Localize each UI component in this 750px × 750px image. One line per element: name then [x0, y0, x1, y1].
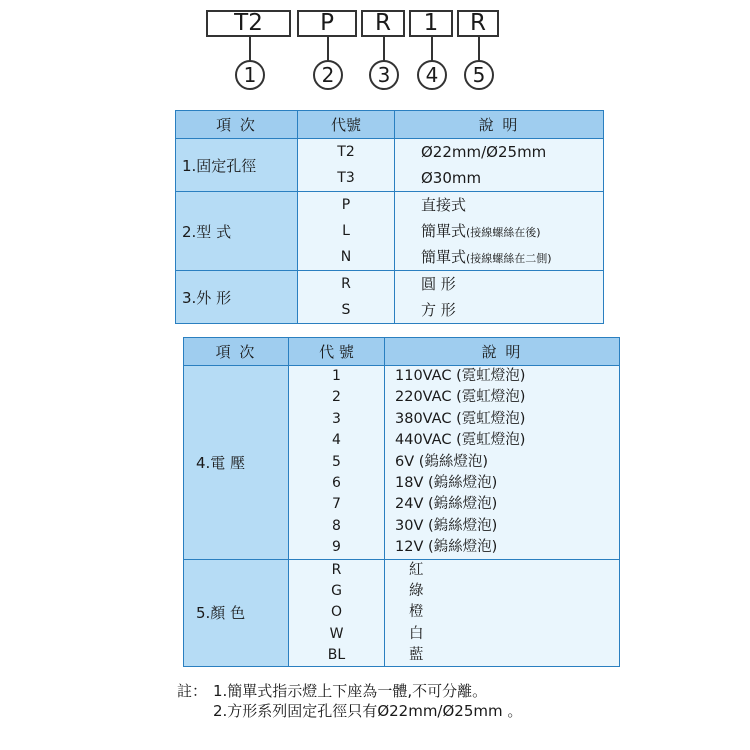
- row-item-label: 2.型 式: [176, 192, 298, 271]
- desc-value: 藍: [409, 647, 424, 664]
- circled-number-5: 5: [464, 60, 494, 90]
- table-header-row: [176, 111, 604, 139]
- table-row: [176, 139, 604, 192]
- connector-line-2: [327, 37, 329, 61]
- code-value: L: [342, 223, 350, 239]
- circled-number-1: 1: [235, 60, 265, 90]
- code-value: BL: [327, 647, 346, 664]
- desc-value: 紅: [409, 561, 424, 578]
- row-item-label: 5.顏 色: [184, 559, 289, 667]
- header-code: 代 號: [289, 338, 385, 366]
- code-value: N: [340, 249, 352, 265]
- code-value: R: [341, 276, 351, 292]
- circled-number-4: 4: [417, 60, 447, 90]
- desc-value: 方 形: [421, 301, 456, 319]
- desc-value: Ø22mm/Ø25mm: [421, 143, 547, 161]
- code-box-2: P: [297, 10, 357, 37]
- connector-line-4: [431, 37, 433, 61]
- desc-value: 110VAC (霓虹燈泡): [395, 368, 526, 384]
- desc-value: 440VAC (霓虹燈泡): [395, 432, 526, 449]
- code-value: T3: [337, 170, 355, 186]
- code-box-5: R: [457, 10, 499, 37]
- row-descs: [395, 271, 604, 324]
- desc-value: 380VAC (霓虹燈泡): [395, 410, 526, 427]
- desc-value: 6V (鎢絲燈泡): [395, 453, 489, 470]
- row-item-label: 3.外 形: [176, 271, 298, 324]
- code-value: 9: [332, 539, 341, 556]
- spec-table-2: [183, 337, 620, 667]
- connector-line-3: [383, 37, 385, 61]
- row-descs: [385, 559, 620, 667]
- code-value: 3: [332, 410, 341, 427]
- code-value: 7: [332, 496, 341, 513]
- header-item: 項 次: [184, 338, 289, 366]
- notes-prefix: 註：: [177, 682, 208, 700]
- spec-table-1: [175, 110, 604, 324]
- header-desc: 說 明: [385, 338, 620, 366]
- code-value: W: [329, 625, 344, 642]
- row-codes: [289, 366, 385, 560]
- code-value: R: [331, 561, 342, 578]
- note-line-2: 2.方形系列固定孔徑只有Ø22mm/Ø25mm 。: [213, 702, 523, 720]
- desc-value: 30V (鎢絲燈泡): [395, 517, 498, 534]
- desc-value: 圓 形: [421, 275, 456, 293]
- table-row: [184, 366, 620, 560]
- code-box-4: 1: [409, 10, 453, 37]
- row-codes: [298, 271, 395, 324]
- code-value: O: [330, 604, 343, 621]
- desc-value: Ø30mm: [421, 169, 482, 187]
- table-row: [176, 271, 604, 324]
- code-value: S: [341, 302, 351, 318]
- row-codes: [298, 139, 395, 192]
- code-value: 1: [332, 368, 341, 384]
- row-item-label: 4.電 壓: [184, 366, 289, 560]
- connector-line-1: [249, 37, 251, 61]
- header-desc: 說 明: [395, 111, 604, 139]
- code-value: 5: [332, 453, 341, 470]
- row-descs: [395, 139, 604, 192]
- desc-value: 白: [409, 625, 424, 642]
- code-value: P: [341, 197, 351, 213]
- desc-value: 24V (鎢絲燈泡): [395, 496, 498, 513]
- row-codes: [298, 192, 395, 271]
- circled-number-3: 3: [369, 60, 399, 90]
- row-codes: [289, 559, 385, 667]
- code-value: 8: [332, 517, 341, 534]
- desc-value: 簡單式(接線螺絲在二側): [421, 248, 552, 266]
- row-descs: [385, 366, 620, 560]
- table-row: [184, 559, 620, 667]
- header-item: 項 次: [176, 111, 298, 139]
- connector-line-5: [478, 37, 480, 61]
- row-descs: [395, 192, 604, 271]
- row-item-label: 1.固定孔徑: [176, 139, 298, 192]
- desc-value: 直接式: [421, 196, 467, 214]
- desc-value: 18V (鎢絲燈泡): [395, 474, 498, 491]
- desc-value: 簡單式(接線螺絲在後): [421, 222, 541, 240]
- code-box-3: R: [361, 10, 405, 37]
- desc-value: 220VAC (霓虹燈泡): [395, 389, 526, 406]
- desc-value: 橙: [409, 604, 424, 621]
- header-code: 代號: [298, 111, 395, 139]
- note-line-1: 1.簡單式指示燈上下座為一體,不可分離。: [213, 682, 488, 700]
- code-value: 4: [332, 432, 341, 449]
- code-value: G: [331, 582, 342, 599]
- code-value: 6: [332, 474, 341, 491]
- table-row: [176, 192, 604, 271]
- desc-value: 綠: [409, 582, 424, 599]
- code-value: 2: [332, 389, 341, 406]
- circled-number-2: 2: [313, 60, 343, 90]
- code-value: T2: [337, 144, 355, 160]
- table-header-row: [184, 338, 620, 366]
- desc-value: 12V (鎢絲燈泡): [395, 539, 498, 556]
- code-box-1: T2: [206, 10, 291, 37]
